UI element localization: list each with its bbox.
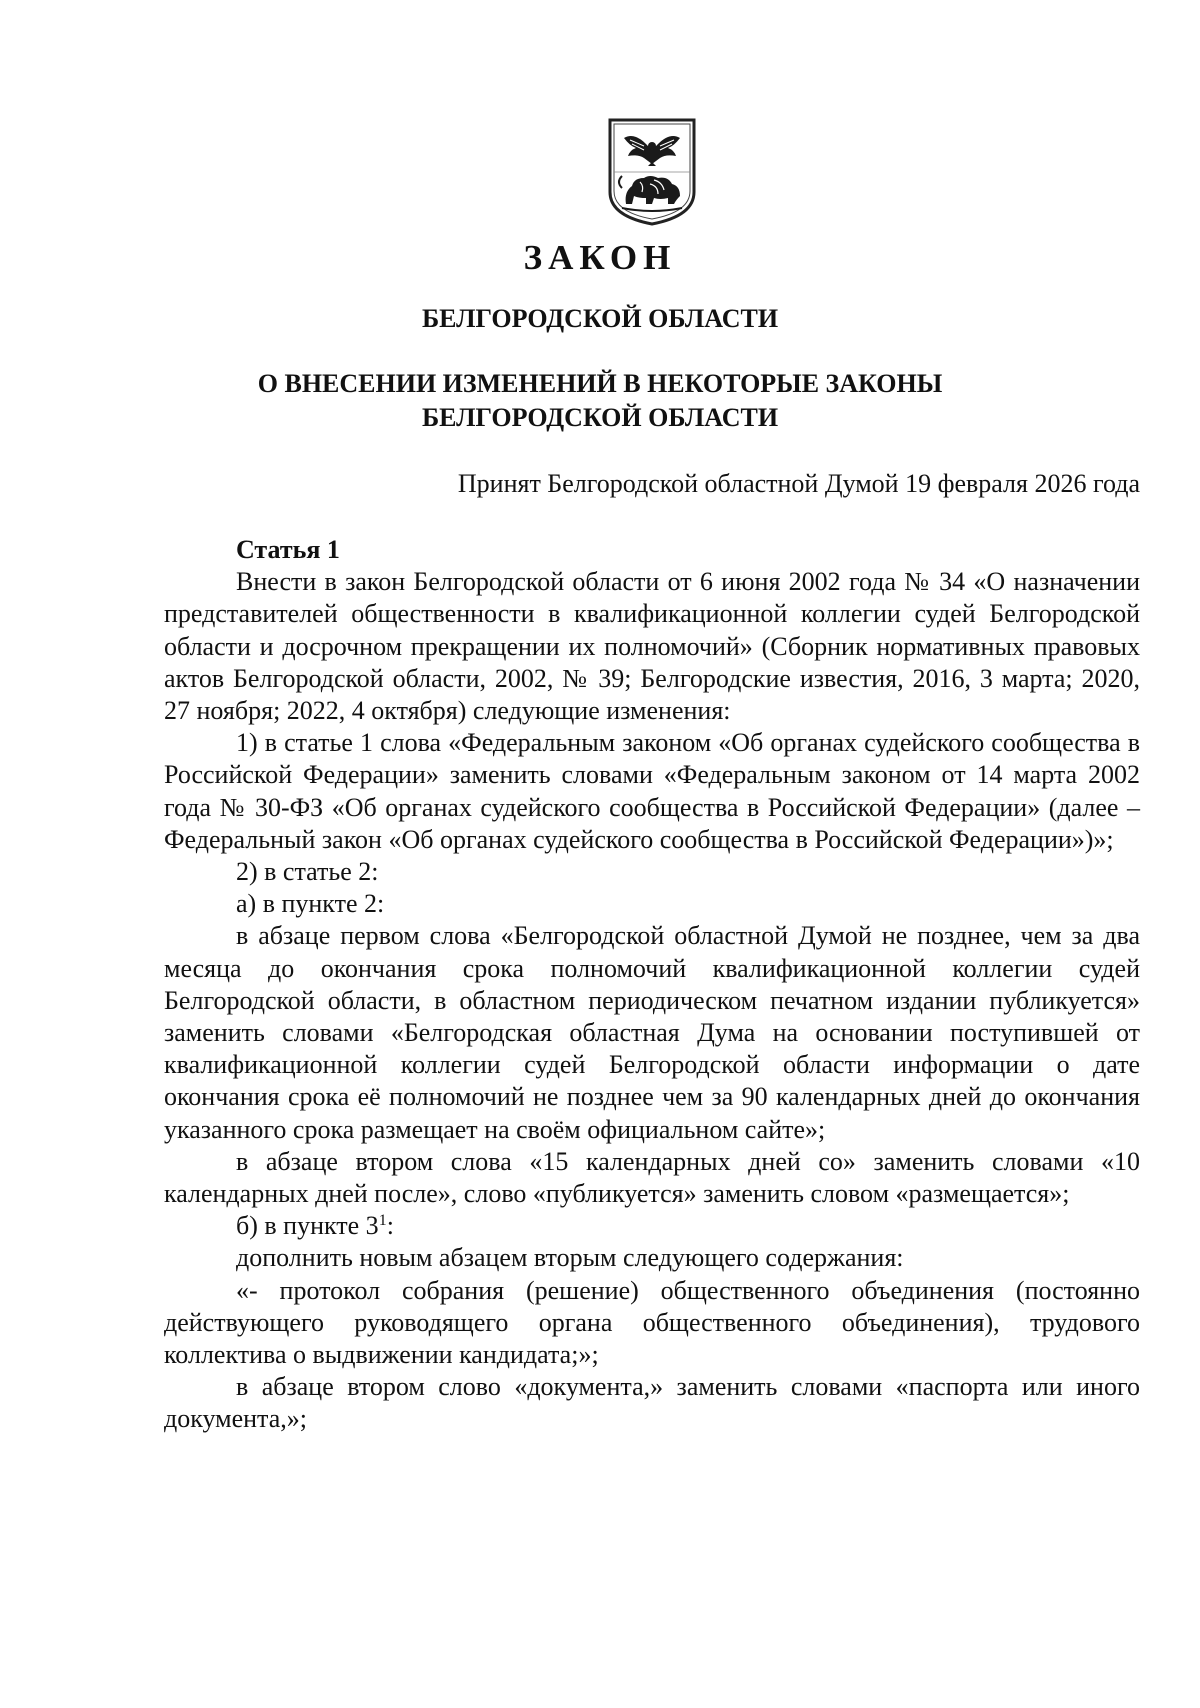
article-intro: Внести в закон Белгородской области от 6 июня 2002 года № 34 «О назначении представителей общественности в квалификационной коллегии судей Белгородской области и досрочном прекращении их полномочий» (Сборник нормативных правовых актов Белгородской области, 2002, № 39; Белгородские известия, 2016, 3 марта; 2020, 27 ноября; 2022, 4 октября) следующие изменения: <box>164 567 1140 726</box>
document-region: БЕЛГОРОДСКОЙ ОБЛАСТИ <box>421 304 779 333</box>
amendment-item-2b-text: б) в пункте 3 <box>236 1211 379 1241</box>
law-title-line-2: БЕЛГОРОДСКОЙ ОБЛАСТИ <box>421 403 779 432</box>
article-heading: Статья 1 <box>236 535 340 564</box>
amendment-item-1: 1) в статье 1 слова «Федеральным законом «Об органах судейского сообщества в Российской Федерации» заменить словами «Федеральным законом от 14 марта 2002 года № 30-ФЗ «Об органах судейского сообщества в Российской Федерации» (далее – Федеральный закон «Об органах судейского сообщества в Российской Федерации»)»; <box>164 728 1140 854</box>
amendment-item-2b <box>164 1210 1140 1242</box>
law-title-line-1: О ВНЕСЕНИИ ИЗМЕНЕНИЙ В НЕКОТОРЫЕ ЗАКОНЫ <box>257 369 943 398</box>
amendment-item-2b-paragraph-3: в абзаце втором слово «документа,» заменить словами «паспорта или иного документа,»; <box>164 1372 1140 1434</box>
amendment-item-2b-colon: : <box>386 1211 394 1241</box>
adoption-note: Принят Белгородской областной Думой 19 февраля 2026 года <box>457 469 1140 498</box>
amendment-item-2b-paragraph-1: дополнить новым абзацем вторым следующего содержания: <box>236 1243 904 1273</box>
amendment-item-2a: а) в пункте 2: <box>236 889 385 919</box>
amendment-item-2b-superscript: 1 <box>378 1212 387 1230</box>
amendment-item-2: 2) в статье 2: <box>236 857 379 887</box>
amendment-item-2b-paragraph-2: «- протокол собрания (решение) общественного объединения (постоянно действующего руководящего органа общественного объединения), трудового коллектива о выдвижении кандидата;»; <box>164 1275 1140 1370</box>
law-body <box>164 534 1140 1436</box>
document-title: ЗАКОН <box>523 238 677 277</box>
belgorod-coat-of-arms-icon <box>604 116 700 228</box>
amendment-item-2a-paragraph-1: в абзаце первом слова «Белгородской областной Думой не позднее, чем за два месяца до окончания срока полномочий квалификационной коллегии судей Белгородской области, в областном периодическом печатном издании публикуется» заменить словами «Белгородская областная Дума на основании поступившей от квалификационной коллегии судей Белгородской области информации о дате окончания срока её полномочий не позднее чем за 90 календарных дней до окончания указанного срока размещает на своём официальном сайте»; <box>164 921 1140 1144</box>
amendment-item-2a-paragraph-2: в абзаце втором слова «15 календарных дней со» заменить словами «10 календарных дней после», слово «публикуется» заменить словом «размещается»; <box>164 1146 1140 1209</box>
law-title <box>200 367 1000 435</box>
